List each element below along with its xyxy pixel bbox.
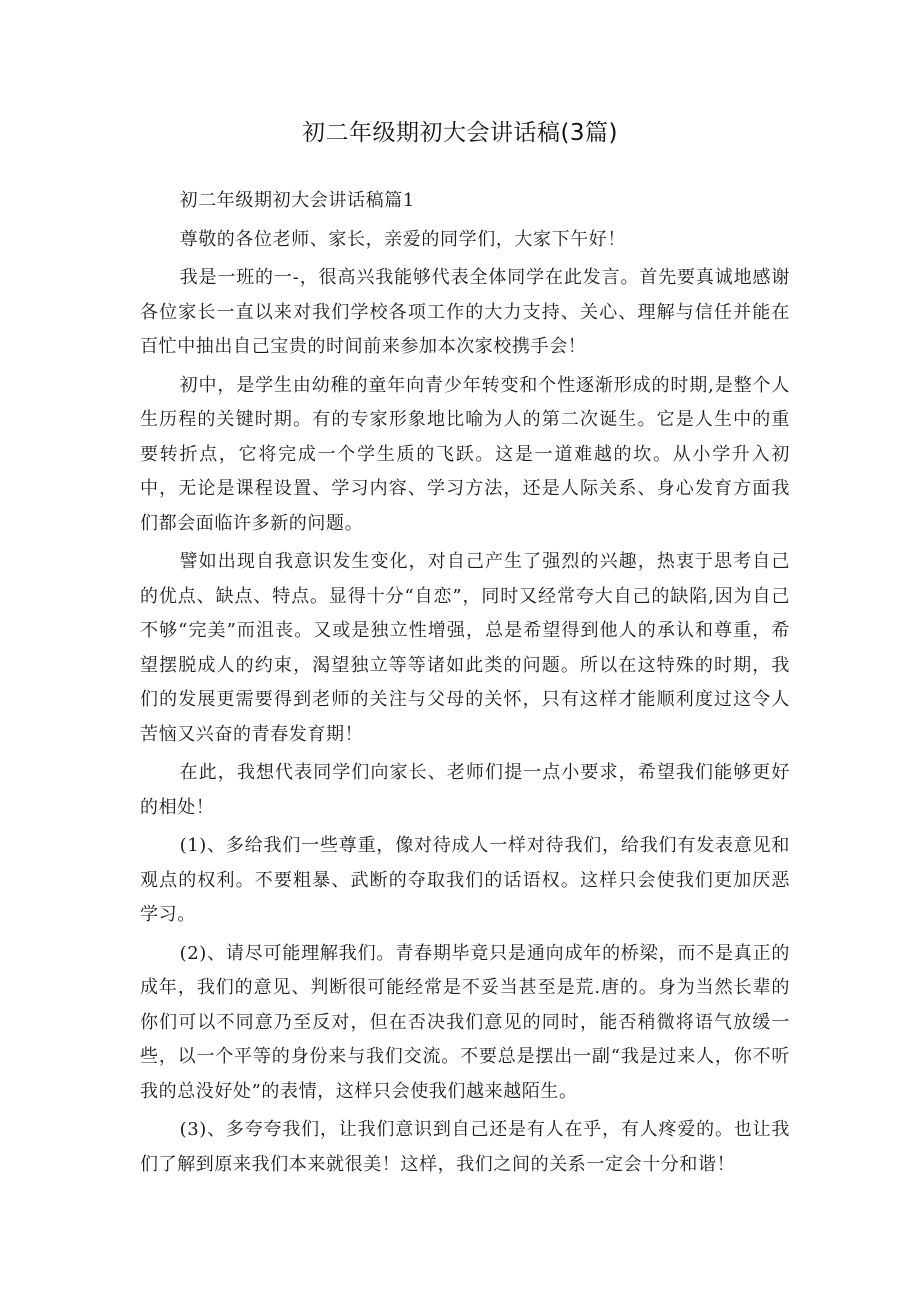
paragraph-self-awareness: 譬如出现自我意识发生变化，对自己产生了强烈的兴趣，热衷于思考自己的优点、缺点、特点。显得十分“自恋”，同时又经常夸大自己的缺陷,因为自己不够“完美”而沮丧。又或是独立性增强，总是希望得到他人的承认和尊重，希望摆脱成人的约束，渴望独立等等诸如此类的问题。所以在这特殊的时期，我们的发展更需要得到老师的关注与父母的关怀，只有这样才能顺利度过这令人苦恼又兴奋的青春发育期！ xyxy=(140,551,790,745)
document-title: 初二年级期初大会讲话稿(3篇) xyxy=(301,120,619,146)
paragraph-greeting: 尊敬的各位老师、家长，亲爱的同学们，大家下午好！ xyxy=(179,228,626,250)
paragraph-junior-high: 初中，是学生由幼稚的童年向青少年转变和个性逐渐形成的时期,是整个人生历程的关键时期。有的专家形象地比喻为人的第二次诞生。它是人生中的重要转折点，它将完成一个学生质的飞跃。这是一道难越的坎。从小学升入初中，无论是课程设置、学习内容、学习方法，还是人际关系、身心发育方面我们都会面临许多新的问题。 xyxy=(140,374,790,534)
document-body xyxy=(140,184,790,1186)
paragraph-request-2: (2)、请尽可能理解我们。青春期毕竟只是通向成年的桥梁，而不是真正的成年，我们的意见、判断很可能经常是不妥当甚至是荒.唐的。身为当然长辈的你们可以不同意乃至反对，但在否决我们意见的同时，能否稍微将语气放缓一些，以一个平等的身份来与我们交流。不要总是摆出一副“我是过来人，你不听我的总没好处”的表情，这样只会使我们越来越陌生。 xyxy=(140,942,790,1102)
paragraph-request-1: (1)、多给我们一些尊重，像对待成人一样对待我们，给我们有发表意见和观点的权利。不要粗暴、武断的夺取我们的话语权。这样只会使我们更加厌恶学习。 xyxy=(140,835,790,925)
paragraph-requests: 在此，我想代表同学们向家长、老师们提一点小要求，希望我们能够更好的相处！ xyxy=(140,762,790,818)
paragraph-request-3: (3)、多夸夸我们，让我们意识到自己还是有人在乎，有人疼爱的。也让我们了解到原来我们本来就很美！这样，我们之间的关系一定会十分和谐！ xyxy=(140,1119,790,1175)
paragraph-introduction: 我是一班的一-，很高兴我能够代表全体同学在此发言。首先要真诚地感谢各位家长一直以来对我们学校各项工作的大力支持、关心、理解与信任并能在百忙中抽出自己宝贵的时间前来参加本次家校携手会！ xyxy=(140,267,790,357)
section-heading: 初二年级期初大会讲话稿篇1 xyxy=(179,190,415,211)
